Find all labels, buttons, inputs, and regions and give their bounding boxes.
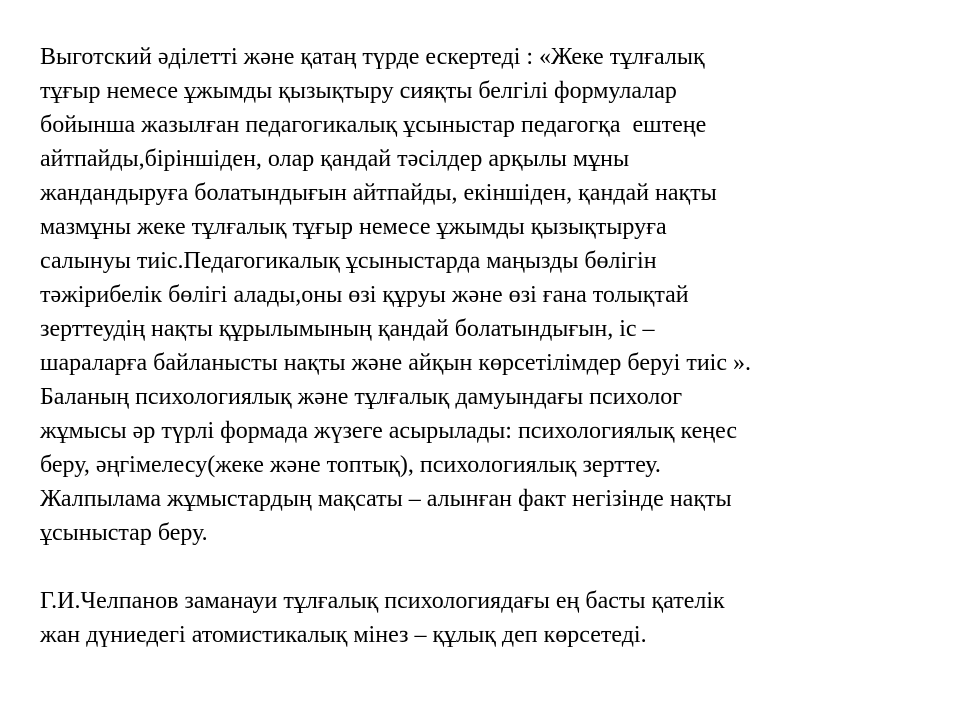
text-line: Жалпылама жұмыстардың мақсаты – алынған факт негізінде нақты xyxy=(40,486,732,512)
text-line: жан дүниедегі атомистикалық мінез – құлық деп көрсетеді. xyxy=(40,622,647,648)
text-line: Г.И.Челпанов заманауи тұлғалық психологиядағы ең басты қателік xyxy=(40,588,725,614)
text-line: жұмысы әр түрлі формада жүзеге асырылады: психологиялық кеңес xyxy=(40,418,737,444)
text-line: ұсыныстар беру. xyxy=(40,520,208,546)
paragraph-spacer xyxy=(40,550,920,584)
text-line: бойынша жазылған педагогикалық ұсыныстар педагогқа ештеңе xyxy=(40,112,707,138)
text-line: жандандыруға болатындығын айтпайды, екіншіден, қандай нақты xyxy=(40,180,717,206)
text-line: салынуы тиіс.Педагогикалық ұсыныстарда маңызды бөлігін xyxy=(40,248,657,274)
text-line: мазмұны жеке тұлғалық тұғыр немесе ұжымды қызықтыруға xyxy=(40,214,667,240)
slide-text-block xyxy=(40,40,920,652)
text-line: зерттеудің нақты құрылымының қандай болатындығын, іс – xyxy=(40,316,655,342)
text-line: Баланың психологиялық және тұлғалық дамуындағы психолог xyxy=(40,384,683,410)
paragraph-vygotsky xyxy=(40,40,920,550)
text-line: беру, әңгімелесу(жеке және топтық), психологиялық зерттеу. xyxy=(40,452,661,478)
text-line: айтпайды,біріншіден, олар қандай тәсілдер арқылы мұны xyxy=(40,146,630,172)
text-line: тәжірибелік бөлігі алады,оны өзі құруы және өзі ғана толықтай xyxy=(40,282,689,308)
paragraph-chelpanov xyxy=(40,584,920,652)
text-line: тұғыр немесе ұжымды қызықтыру сияқты белгілі формулалар xyxy=(40,78,677,104)
text-line: Выготский әділетті және қатаң түрде ескертеді : «Жеке тұлғалық xyxy=(40,44,705,70)
text-line: шараларға байланысты нақты және айқын көрсетілімдер беруі тиіс ». xyxy=(40,350,751,376)
